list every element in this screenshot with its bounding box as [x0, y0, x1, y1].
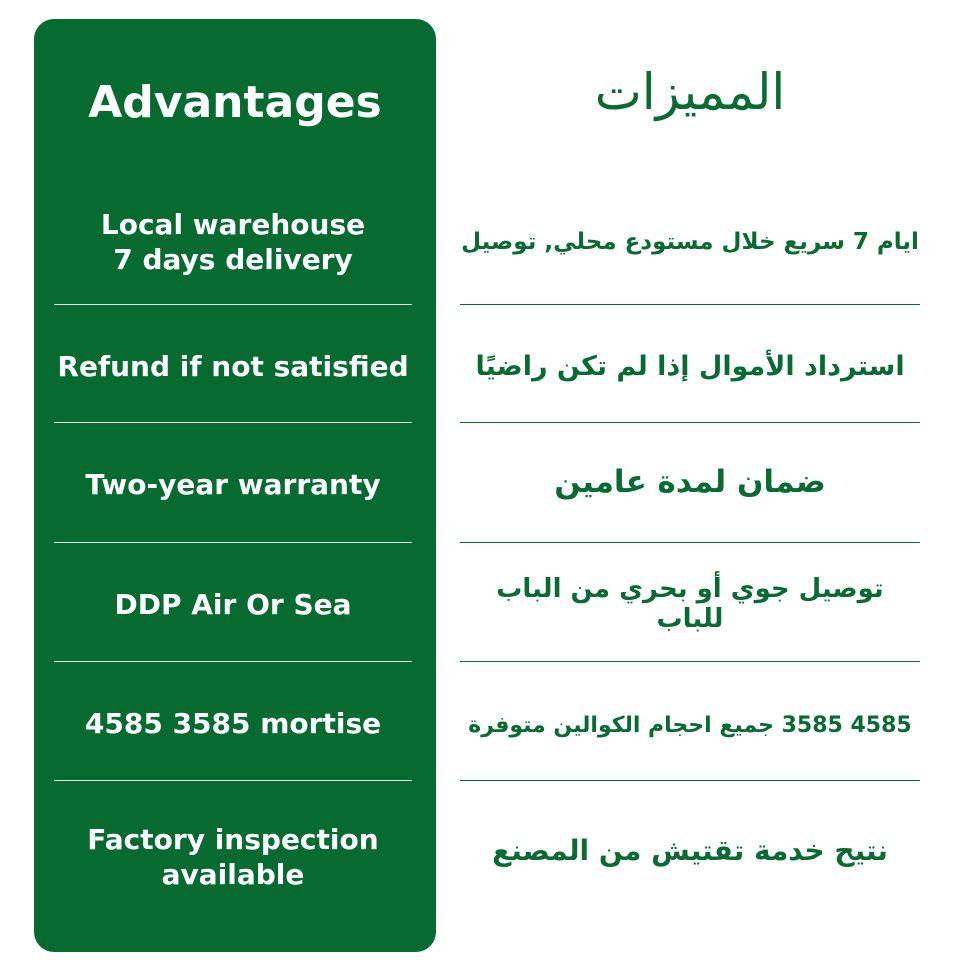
- arabic-advantage-ddp-shipping: توصيل جوي أو بحري من الباب للباب: [496, 574, 884, 634]
- advantage-mortise: 4585 3585 mortise: [84, 706, 382, 740]
- row-divider: [460, 780, 920, 781]
- row-divider: [460, 542, 920, 543]
- arabic-advantage-warranty: ضمان لمدة عامين: [554, 464, 826, 500]
- row-divider: [460, 304, 920, 305]
- advantage-refund: Refund if not satisfied: [57, 349, 409, 383]
- arabic-advantage-mortise: 4585 3585 جميع احجام الكوالين متوفرة: [468, 712, 912, 738]
- row-divider: [54, 542, 412, 543]
- row-divider: [54, 661, 412, 662]
- arabic-advantage-local-warehouse: ايام 7 سريع خلال مستودع محلي, توصيل: [461, 229, 919, 255]
- row-divider: [460, 422, 920, 423]
- advantage-ddp-shipping: DDP Air Or Sea: [114, 587, 352, 621]
- row-divider: [54, 422, 412, 423]
- advantage-factory-inspection: Factory inspection available: [87, 823, 379, 891]
- advantage-warranty: Two-year warranty: [85, 467, 381, 501]
- advantages-title: Advantages: [88, 76, 382, 128]
- advantage-local-warehouse: Local warehouse 7 days delivery: [100, 208, 366, 276]
- arabic-advantage-refund: استرداد الأموال إذا لم تكن راضيًا: [475, 350, 905, 382]
- arabic-advantage-factory-inspection: نتيح خدمة تقتيش من المصنع: [492, 833, 888, 867]
- arabic-title: المميزات: [594, 63, 786, 121]
- row-divider: [460, 661, 920, 662]
- row-divider: [54, 780, 412, 781]
- row-divider: [54, 304, 412, 305]
